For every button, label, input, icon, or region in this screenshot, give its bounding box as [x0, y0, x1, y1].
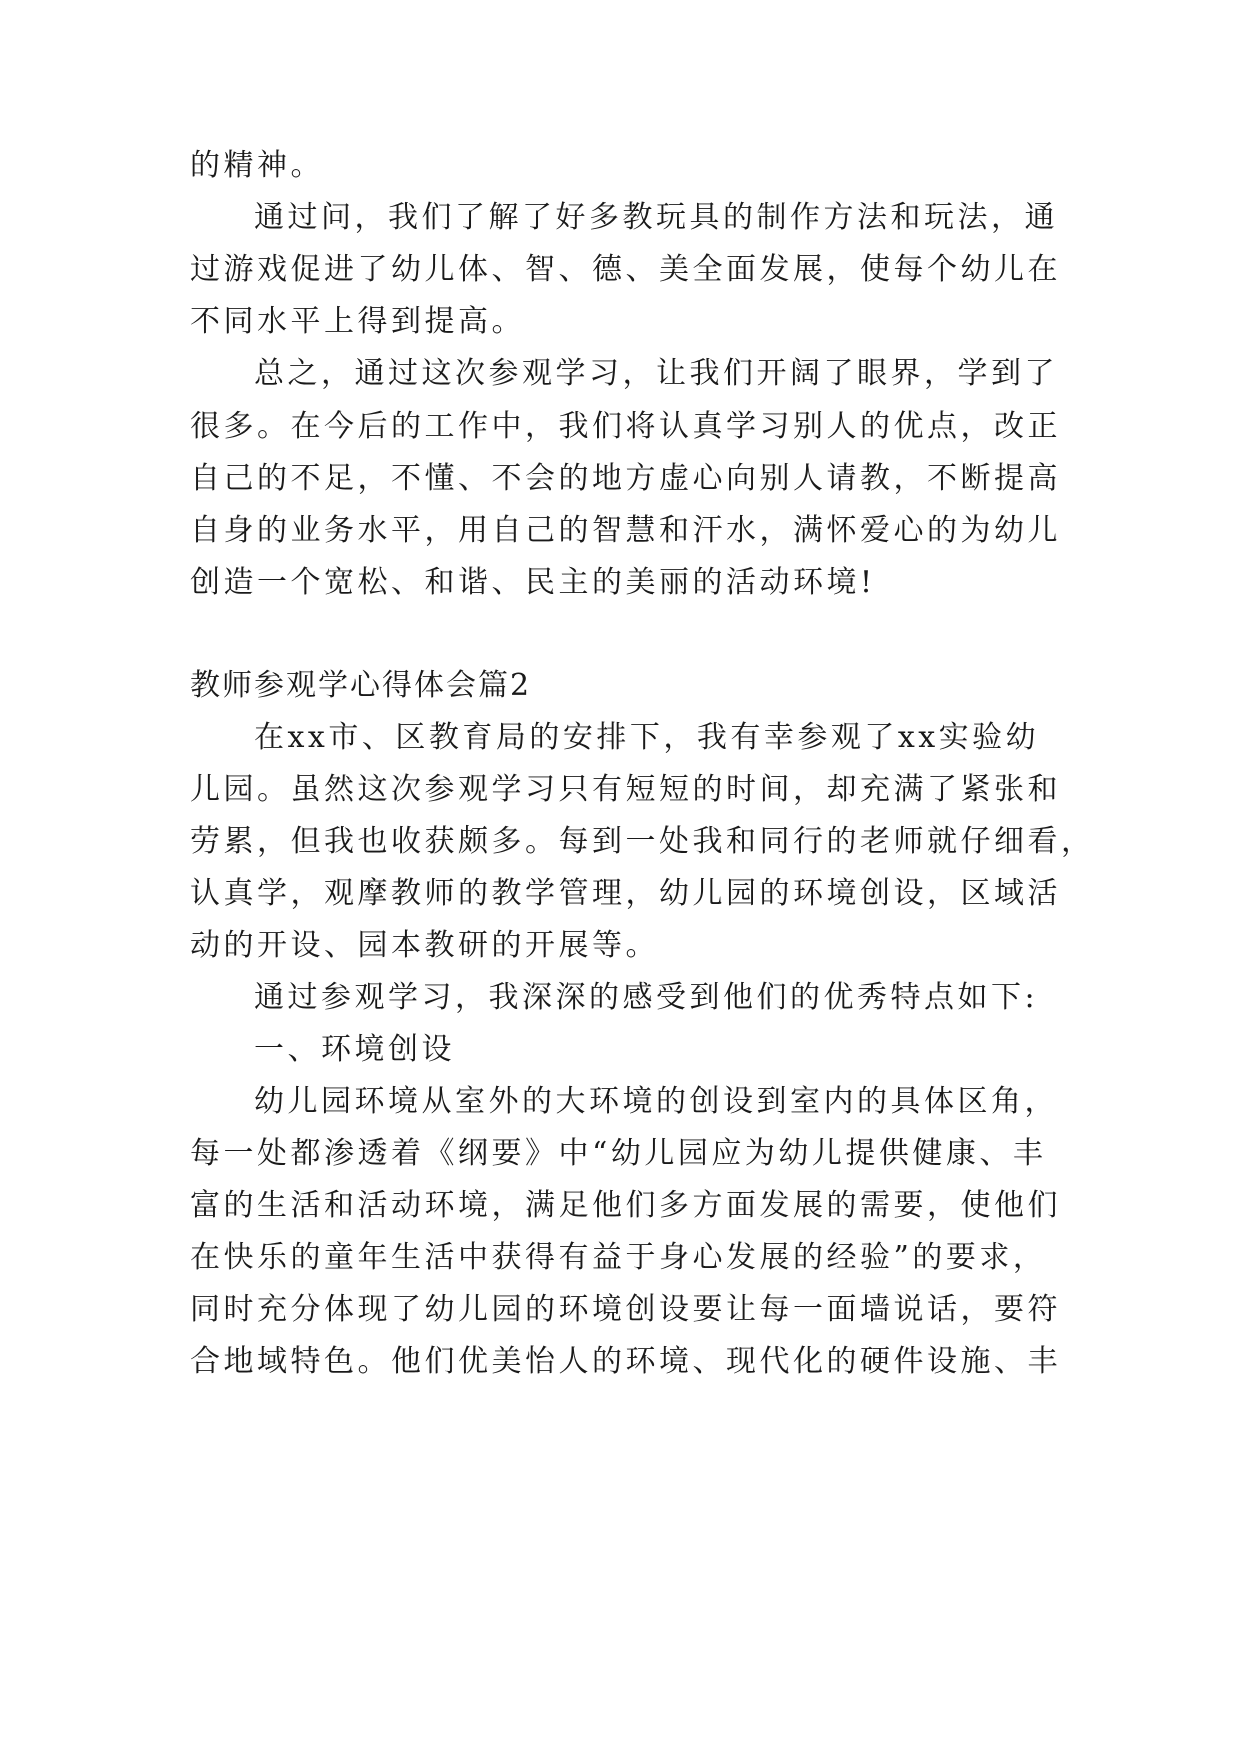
para-intro-line-3: 劳累，但我也收获颇多。每到一处我和同行的老师就仔细看， — [190, 824, 1095, 859]
para-intro-line-4: 认真学，观摩教师的教学管理，幼儿园的环境创设，区域活 — [190, 876, 1061, 911]
para-environment-line-5: 同时充分体现了幼儿园的环境创设要让每一面墙说话，要符 — [190, 1292, 1061, 1327]
para-summary-line-3: 自己的不足，不懂、不会的地方虚心向别人请教，不断提高 — [190, 461, 1061, 496]
subheading-environment: 一、环境创设 — [254, 1032, 455, 1067]
continuation-line-1: 的精神。 — [190, 148, 324, 183]
para-summary-line-1: 总之，通过这次参观学习，让我们开阔了眼界，学到了 — [254, 356, 1058, 391]
para-environment-line-1: 幼儿园环境从室外的大环境的创设到室内的具体区角， — [254, 1084, 1058, 1119]
para-features-line-1: 通过参观学习，我深深的感受到他们的优秀特点如下: — [254, 980, 1039, 1015]
para-summary-line-2: 很多。在今后的工作中，我们将认真学习别人的优点，改正 — [190, 409, 1061, 444]
para-environment-line-6: 合地域特色。他们优美怡人的环境、现代化的硬件设施、丰 — [190, 1344, 1061, 1379]
para-toys-line-2: 过游戏促进了幼儿体、智、德、美全面发展，使每个幼儿在 — [190, 252, 1061, 287]
para-summary-line-4: 自身的业务水平，用自己的智慧和汗水，满怀爱心的为幼儿 — [190, 513, 1061, 548]
para-intro-line-5: 动的开设、园本教研的开展等。 — [190, 928, 659, 963]
para-toys-line-3: 不同水平上得到提高。 — [190, 304, 525, 339]
para-environment-line-2: 每一处都渗透着《纲要》中“幼儿园应为幼儿提供健康、丰 — [190, 1136, 1047, 1171]
para-intro-line-1: 在xx市、区教育局的安排下，我有幸参观了xx实验幼 — [254, 720, 1040, 755]
para-environment-line-4: 在快乐的童年生活中获得有益于身心发展的经验”的要求， — [190, 1240, 1047, 1275]
para-summary-line-5: 创造一个宽松、和谐、民主的美丽的活动环境! — [190, 565, 876, 600]
para-intro-line-2: 儿园。虽然这次参观学习只有短短的时间，却充满了紧张和 — [190, 772, 1061, 807]
section-title: 教师参观学心得体会篇2 — [190, 668, 532, 703]
para-environment-line-3: 富的生活和活动环境，满足他们多方面发展的需要，使他们 — [190, 1188, 1061, 1223]
para-toys-line-1: 通过问，我们了解了好多教玩具的制作方法和玩法，通 — [254, 200, 1058, 235]
